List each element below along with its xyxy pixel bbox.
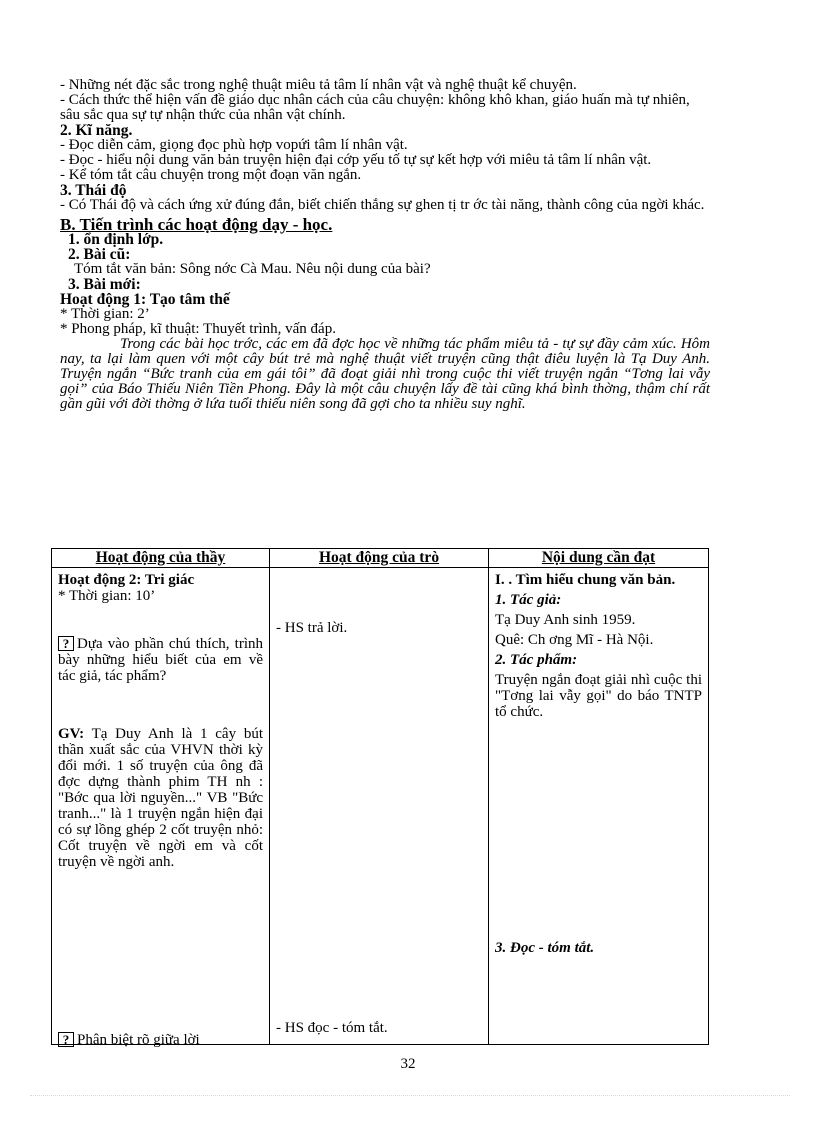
step-text: Tóm tắt văn bản: Sông nớc Cà Mau. Nêu nội dung của bài? (74, 261, 431, 277)
teacher-cell (52, 568, 270, 1048)
student-cell (270, 568, 489, 1045)
header-student: Hoạt động của trò (270, 549, 489, 568)
author-line: Quê: Ch ơng Mĩ - Hà Nội. (495, 632, 654, 648)
question-2 (58, 1032, 258, 1048)
method-line: * Phong pháp, kĩ thuật: Thuyết trình, vấn đáp. (60, 321, 336, 337)
read-summary-label: 3. Đọc - tóm tắt. (495, 940, 595, 956)
step-heading: 3. Bài mới: (68, 276, 141, 293)
question-1 (58, 636, 263, 684)
objective-line: - Cách thức thể hiện vấn đề giáo dục nhân cách của câu chuyện: không khô khan, giáo huấn mà tự nhiên, sâu sắc qua sự tự nhận thức của nhân vật chính. (60, 92, 690, 123)
time-line: * Thời gian: 2’ (60, 306, 150, 322)
author-label: 1. Tác giả: (495, 592, 562, 608)
attitude-heading: 3. Thái độ (60, 182, 127, 199)
gv-note (58, 726, 263, 870)
activity-table (51, 548, 709, 1048)
skill-line: - Đọc - hiểu nội dung văn bản truyện hiện đại cớp yếu tố tự sự kết hợp với miêu tả tâm lí nhân vật. (60, 152, 652, 168)
objective-line: - Những nét đặc sắc trong nghệ thuật miêu tả tâm lí nhân vật và nghệ thuật kể chuyện. (60, 77, 577, 93)
gv-text: Tạ Duy Anh là 1 cây bút thần xuất sắc của VHVN thời kỳ đổi mới. 1 số truyện của ông đã đợc dựng thành phim TH nh : "Bớc qua lời nguyền..." VB "Bức tranh..." là 1 truyện ngắn hiện đại có sự lồng ghép 2 cốt truyện nhỏ: Cốt truyện về ngời em và cốt truyện về ngời anh. (58, 726, 263, 870)
content-cell (489, 568, 709, 1045)
page-number: 32 (400, 1056, 416, 1072)
activity2-heading: Hoạt động 2: Tri giác (58, 572, 195, 588)
lesson-text (60, 78, 710, 412)
step-heading: 1. ổn định lớp. (68, 231, 164, 248)
question-2-text: Phân biệt rõ giữa lời (77, 1032, 200, 1048)
intro-paragraph (60, 337, 710, 412)
intro-paragraph-text: Trong các bài học trớc, các em đã đợc học về những tác phẩm miêu tả - tự sự đầy cảm xúc. Hôm nay, ta lại làm quen với một cây bút trẻ mà nghệ thuật viết truyện cũng thật điêu luyện là Tạ Duy Anh. Truyện ngắn “Bức tranh của em gái tôi” đã đoạt giải nhì trong cuộc thi viết truyện ngắn “Tơng lai vẫy gọi” của Báo Thiếu Niên Tiền Phong. Đây là một câu chuyện lấy đề tài cũng khá bình thờng, thậm chí rất gần gũi với đời thờng ở lứa tuổi thiếu niên song đã gợi cho ta nhiều suy nghĩ. (60, 336, 710, 412)
question-1-text: Dựa vào phần chú thích, trình bày những hiểu biết của em về tác giả, tác phẩm? (58, 636, 263, 684)
activity-heading: Hoạt động 1: Tạo tâm thế (60, 291, 230, 308)
author-line: Tạ Duy Anh sinh 1959. (495, 612, 636, 628)
time-line: * Thời gian: 10’ (58, 588, 156, 604)
skill-line: - Đọc diễn cảm, giọng đọc phù hợp vopứi tâm lí nhân vật. (60, 137, 408, 153)
step-heading: 2. Bài cũ: (68, 246, 131, 263)
content-heading: I. . Tìm hiểu chung văn bản. (495, 572, 676, 588)
student-response-2: - HS đọc - tóm tắt. (276, 1020, 388, 1036)
header-content: Nội dung cần đạt (489, 549, 709, 568)
section-b-heading: B. Tiến trình các hoạt động dạy - học. (60, 215, 333, 234)
work-text: Truyện ngắn đoạt giải nhì cuộc thi "Tơng lai vẫy gọi" do báo TNTP tổ chức. (495, 672, 702, 720)
gv-label: GV: (58, 726, 85, 742)
page-divider (30, 1095, 790, 1096)
question-icon: ? (58, 636, 74, 651)
attitude-line: - Có Thái độ và cách ứng xử đúng đắn, biết chiến thắng sự ghen tị tr ớc tài năng, thành công của ngời khác. (60, 197, 705, 213)
question-icon: ? (58, 1032, 74, 1047)
header-teacher: Hoạt động của thầy (52, 549, 270, 568)
skill-line: - Kể tóm tắt câu chuyện trong một đoạn văn ngắn. (60, 167, 362, 183)
skills-heading: 2. Kĩ năng. (60, 122, 133, 139)
work-label: 2. Tác phẩm: (495, 652, 578, 668)
student-response-1: - HS trả lời. (276, 620, 348, 636)
